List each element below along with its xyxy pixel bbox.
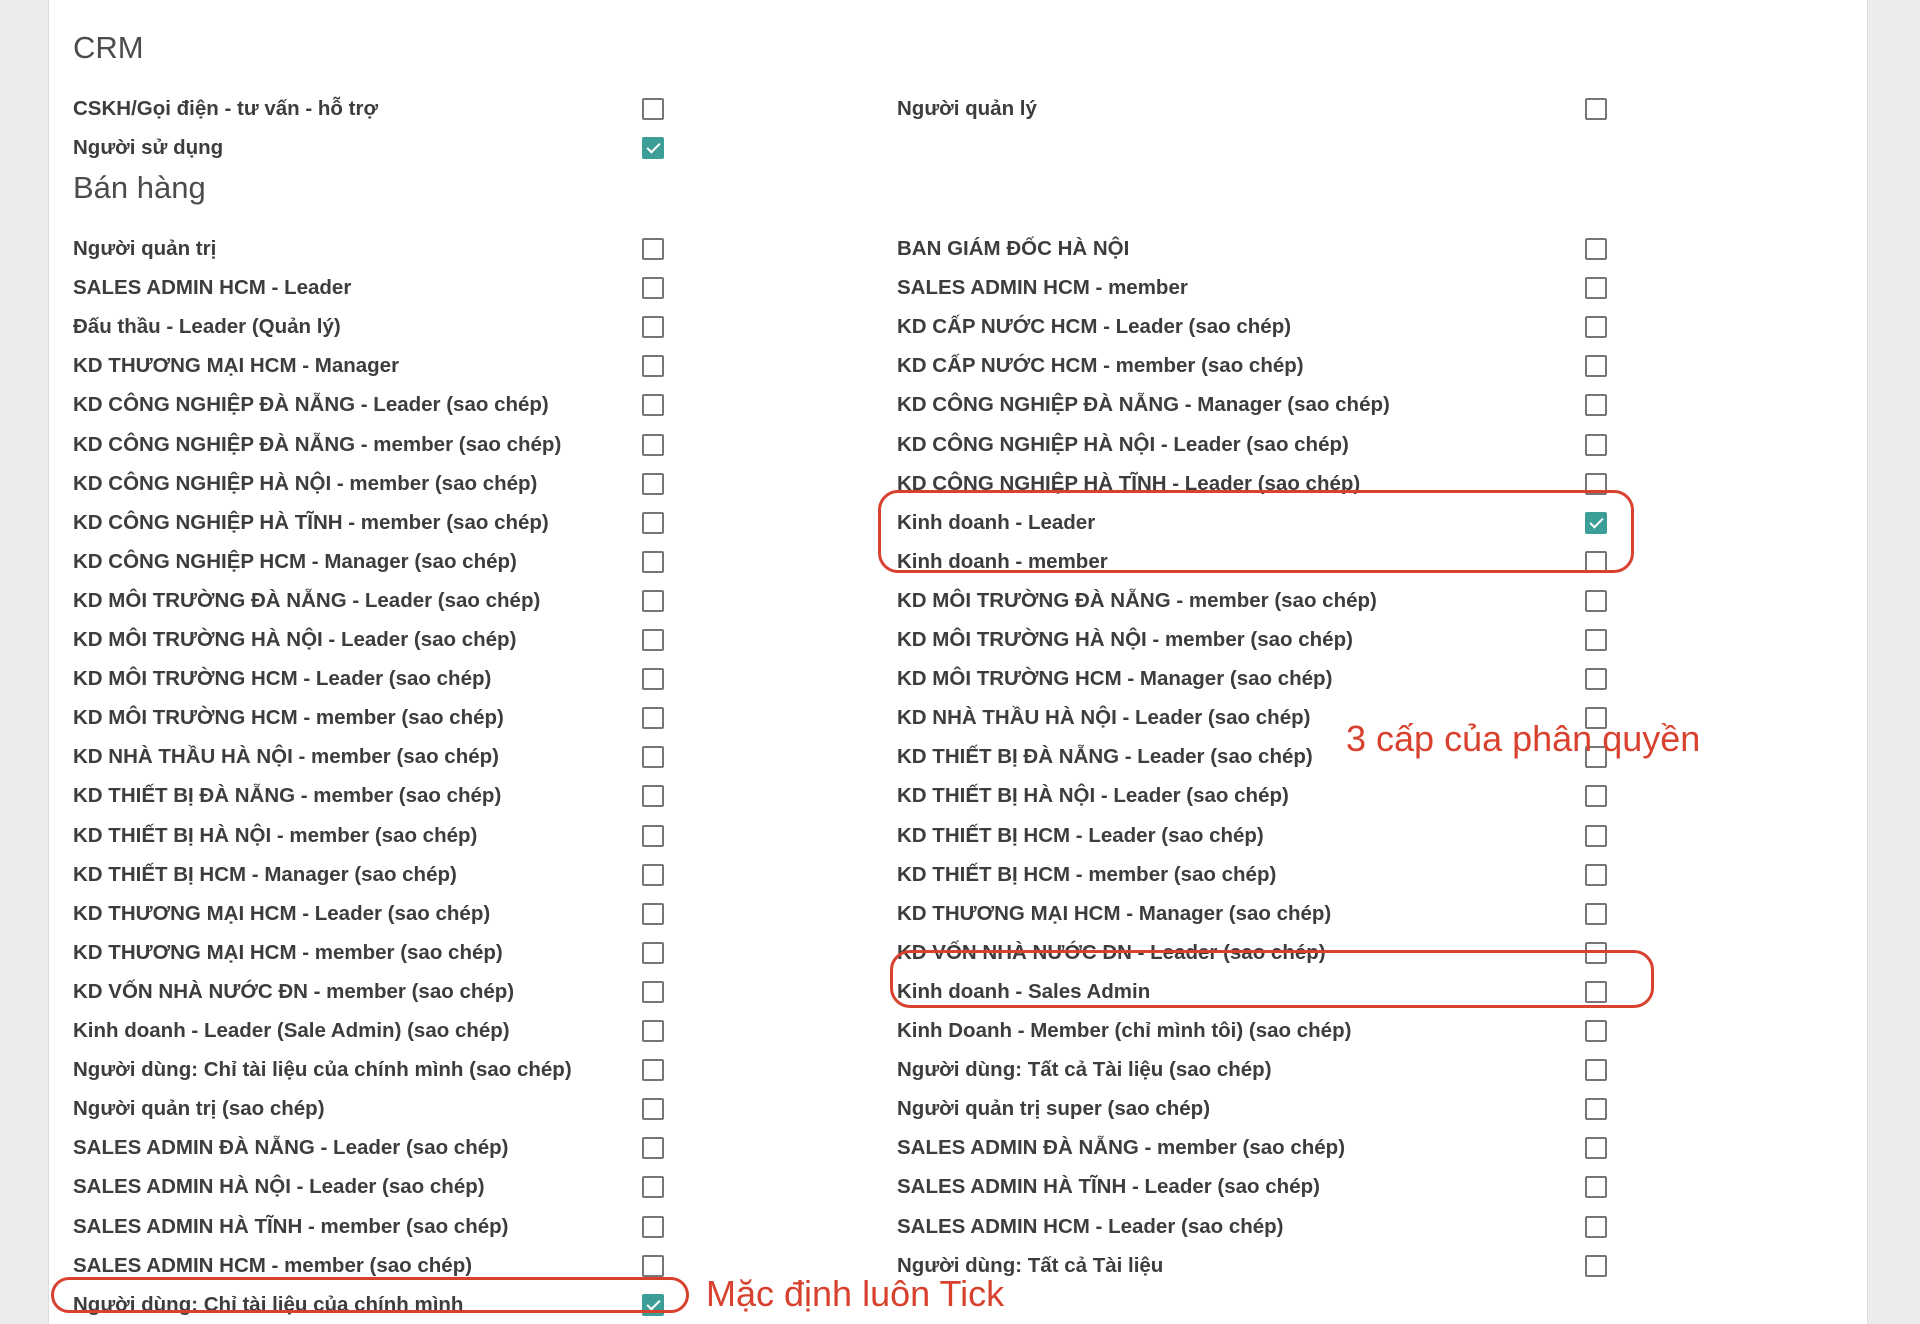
field-label: KD THIẾT BỊ HCM - member (sao chép) [897,862,1277,886]
field-label: KD MÔI TRƯỜNG HCM - Leader (sao chép) [73,667,492,691]
field-label: KD MÔI TRƯỜNG ĐÀ NẴNG - Leader (sao chép) [73,588,541,612]
checkbox[interactable] [642,551,664,573]
checkbox[interactable] [1585,316,1607,338]
checkbox[interactable] [642,746,664,768]
checkbox[interactable] [1585,394,1607,416]
checkbox[interactable] [1585,629,1607,651]
checkbox[interactable] [642,629,664,651]
checkbox[interactable] [1585,981,1607,1003]
field-label: KD MÔI TRƯỜNG HÀ NỘI - Leader (sao chép) [73,628,517,651]
field-label: KD THIẾT BỊ HCM - Leader (sao chép) [897,823,1264,847]
checkbox[interactable] [1585,98,1607,120]
field-label: KD CÔNG NGHIỆP HÀ TĨNH - Leader (sao chép) [897,471,1361,495]
field-label: KD THƯƠNG MẠI HCM - member (sao chép) [73,940,503,964]
checkbox[interactable] [1585,903,1607,925]
field-label: Kinh doanh - Leader [897,510,1096,534]
checkbox[interactable] [642,707,664,729]
field-label: SALES ADMIN HCM - member [897,276,1188,300]
checked-checkbox[interactable] [642,137,664,159]
field-label: KD MÔI TRƯỜNG HCM - member (sao chép) [73,706,504,730]
checkbox[interactable] [642,1020,664,1042]
checkbox[interactable] [642,434,664,456]
checkbox[interactable] [1585,1216,1607,1238]
field-label: BAN GIÁM ĐỐC HÀ NỘI [897,237,1130,260]
field-label: KD THƯƠNG MẠI HCM - Manager [73,354,400,378]
field-label: KD THIẾT BỊ HÀ NỘI - member (sao chép) [73,823,478,847]
checkbox[interactable] [642,825,664,847]
field-label: CSKH/Gọi điện - tư vấn - hỗ trợ [73,97,379,120]
field-label: SALES ADMIN HÀ TĨNH - Leader (sao chép) [897,1175,1320,1199]
field-label: SALES ADMIN HÀ NỘI - Leader (sao chép) [73,1175,485,1199]
field-label: KD MÔI TRƯỜNG HCM - Manager (sao chép) [897,667,1333,691]
field-label: KD CÔNG NGHIỆP ĐÀ NẴNG - Leader (sao chép) [73,393,549,417]
field-label: SALES ADMIN HCM - member (sao chép) [73,1253,473,1277]
checkbox[interactable] [642,512,664,534]
checked-checkbox[interactable] [642,1294,664,1316]
checkbox[interactable] [642,981,664,1003]
checkbox[interactable] [642,864,664,886]
checkbox[interactable] [1585,277,1607,299]
checkbox[interactable] [642,1137,664,1159]
section-title: CRM [73,30,144,65]
checkbox[interactable] [1585,1098,1607,1120]
field-label: KD THIẾT BỊ ĐÀ NẴNG - Leader (sao chép) [897,745,1313,769]
form-sheet [48,0,1868,1324]
field-label: Người quản trị [73,237,217,260]
checkbox[interactable] [1585,1020,1607,1042]
field-label: Kinh doanh - member [897,549,1108,573]
checkbox[interactable] [642,98,664,120]
field-label: KD THƯƠNG MẠI HCM - Manager (sao chép) [897,901,1332,925]
field-label: Người quản trị super (sao chép) [897,1097,1211,1121]
checkbox[interactable] [1585,668,1607,690]
field-label: SALES ADMIN HCM - Leader (sao chép) [897,1214,1284,1238]
checkbox[interactable] [642,1216,664,1238]
checkbox[interactable] [642,942,664,964]
checkbox[interactable] [1585,355,1607,377]
section-title: Bán hàng [73,170,206,205]
checkbox[interactable] [642,903,664,925]
checkbox[interactable] [1585,1255,1607,1277]
checked-checkbox[interactable] [1585,512,1607,534]
checkbox[interactable] [642,316,664,338]
field-label: Người quản trị (sao chép) [73,1097,325,1121]
checkbox[interactable] [1585,1137,1607,1159]
annotation-always-tick: Mặc định luôn Tick [706,1273,1005,1314]
field-label: KD MÔI TRƯỜNG ĐÀ NẴNG - member (sao chép) [897,588,1377,612]
field-label: Kinh Doanh - Member (chỉ mình tôi) (sao chép) [897,1019,1352,1042]
field-label: KD CÔNG NGHIỆP HÀ NỘI - member (sao chép) [73,471,538,495]
field-label: KD CÔNG NGHIỆP HÀ NỘI - Leader (sao chép) [897,432,1349,456]
checkbox[interactable] [1585,864,1607,886]
checkbox[interactable] [1585,942,1607,964]
checkbox[interactable] [642,1176,664,1198]
field-label: KD NHÀ THẦU HÀ NỘI - Leader (sao chép) [897,706,1311,730]
field-label: KD THIẾT BỊ HCM - Manager (sao chép) [73,862,457,886]
field-label: Người sử dụng [73,136,224,160]
checkbox[interactable] [1585,551,1607,573]
field-label: Người dùng: Tất cả Tài liệu [897,1253,1164,1277]
field-label: KD CẤP NƯỚC HCM - member (sao chép) [897,354,1304,378]
field-label: KD THƯƠNG MẠI HCM - Leader (sao chép) [73,901,491,925]
field-label: KD THIẾT BỊ ĐÀ NẴNG - member (sao chép) [73,784,502,808]
checkbox[interactable] [642,1059,664,1081]
checkbox[interactable] [642,1255,664,1277]
field-label: Người quản lý [897,97,1037,120]
checkbox[interactable] [1585,1059,1607,1081]
checkbox[interactable] [642,238,664,260]
field-label: KD NHÀ THẦU HÀ NỘI - member (sao chép) [73,745,499,769]
checkbox[interactable] [1585,238,1607,260]
annotation-three-levels: 3 cấp của phân quyền [1346,718,1701,759]
checkbox[interactable] [642,1098,664,1120]
field-label: Kinh doanh - Sales Admin [897,979,1151,1003]
field-label: KD VỐN NHÀ NƯỚC ĐN - member (sao chép) [73,979,515,1003]
checkbox[interactable] [642,394,664,416]
checkbox[interactable] [1585,1176,1607,1198]
field-label: KD CÔNG NGHIỆP ĐÀ NẴNG - member (sao chép) [73,432,562,456]
field-label: Kinh doanh - Leader (Sale Admin) (sao chép) [73,1019,510,1042]
checkbox[interactable] [1585,825,1607,847]
field-label: Người dùng: Chỉ tài liệu của chính mình (sao chép) [73,1058,572,1082]
field-label: KD CÔNG NGHIỆP HÀ TĨNH - member (sao chép) [73,510,549,534]
field-label: KD THIẾT BỊ HÀ NỘI - Leader (sao chép) [897,784,1289,808]
field-label: SALES ADMIN HCM - Leader [73,276,352,300]
checkbox[interactable] [642,590,664,612]
checkbox[interactable] [1585,434,1607,456]
field-label: KD VỐN NHÀ NƯỚC ĐN - Leader (sao chép) [897,940,1326,964]
field-label: Đấu thầu - Leader (Quản lý) [73,315,341,339]
checkbox[interactable] [642,355,664,377]
field-label: KD CÔNG NGHIỆP HCM - Manager (sao chép) [73,549,517,573]
checkbox[interactable] [642,473,664,495]
checkbox[interactable] [1585,473,1607,495]
field-label: SALES ADMIN ĐÀ NẴNG - member (sao chép) [897,1136,1346,1160]
field-label: Người dùng: Tất cả Tài liệu (sao chép) [897,1058,1272,1082]
checkbox[interactable] [1585,590,1607,612]
checkbox[interactable] [1585,785,1607,807]
checkbox[interactable] [642,277,664,299]
field-label: KD MÔI TRƯỜNG HÀ NỘI - member (sao chép) [897,628,1353,651]
field-label: SALES ADMIN HÀ TĨNH - member (sao chép) [73,1214,509,1238]
field-label: KD CÔNG NGHIỆP ĐÀ NẴNG - Manager (sao chép) [897,393,1390,417]
checkbox[interactable] [642,785,664,807]
field-label: Người dùng: Chỉ tài liệu của chính mình [73,1292,464,1316]
field-label: KD CẤP NƯỚC HCM - Leader (sao chép) [897,315,1292,339]
checkbox[interactable] [642,668,664,690]
field-label: SALES ADMIN ĐÀ NẴNG - Leader (sao chép) [73,1136,509,1160]
